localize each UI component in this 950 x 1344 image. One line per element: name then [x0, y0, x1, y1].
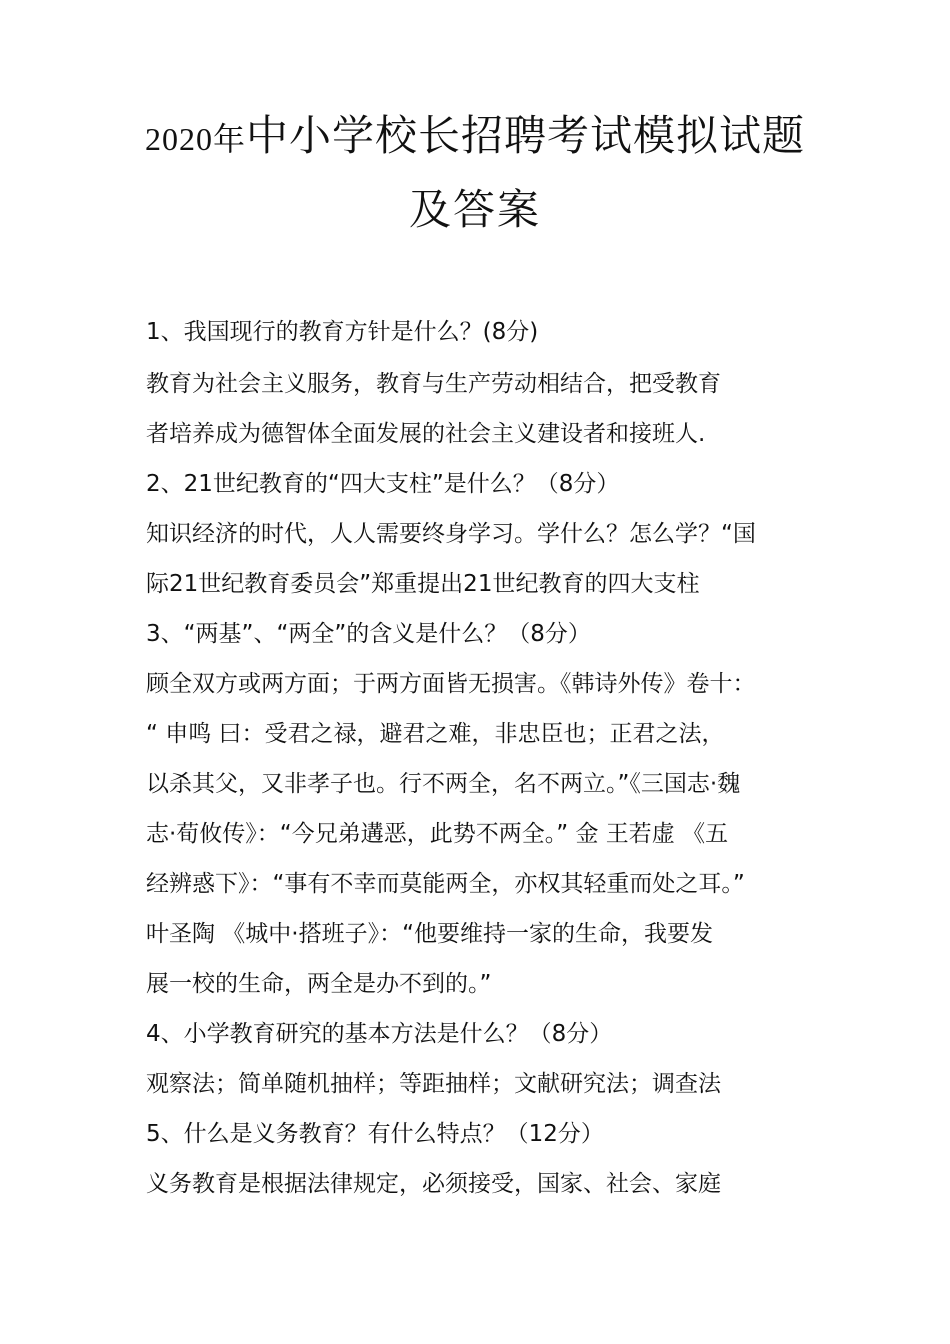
question-4: 4、小学教育研究的基本方法是什么？（8分） [146, 1021, 613, 1047]
title-main: 中小学校长招聘考试模拟试题 [246, 111, 806, 160]
answer-3-line-1: 顾全双方或两方面；于两方面皆无损害。《韩诗外传》卷十： [146, 671, 756, 697]
answer-1-line-2: 者培养成为德智体全面发展的社会主义建设者和接班人. [146, 421, 706, 447]
answer-5-line-1: 义务教育是根据法律规定，必须接受，国家、社会、家庭 [146, 1171, 721, 1197]
answer-3-line-2: “ 申鸣 曰：受君之禄，避君之难，非忠臣也；正君之法， [146, 721, 725, 747]
question-5: 5、什么是义务教育？有什么特点？（12分） [146, 1121, 604, 1147]
question-2: 2、21世纪教育的“四大支柱”是什么？（8分） [146, 471, 620, 497]
answer-3-line-3: 以杀其父，又非孝子也。行不两全，名不两立。”《三国志·魏 [146, 771, 741, 797]
answer-2-line-1: 知识经济的时代，人人需要终身学习。学什么？怎么学？“国 [146, 521, 756, 547]
question-3: 3、“两基”、“两全”的含义是什么？（8分） [146, 621, 591, 647]
answer-3-line-5: 经辨惑下》：“事有不幸而莫能两全，亦权其轻重而处之耳。” [146, 871, 745, 897]
answer-4-line-1: 观察法；简单随机抽样；等距抽样；文献研究法；调查法 [146, 1071, 721, 1097]
document-title-line-1 [0, 108, 950, 167]
document-title-line-2: 及答案 [408, 185, 541, 234]
title-year: 2020年 [144, 121, 246, 157]
answer-3-line-4: 志·荀攸传》：“今兄弟遘恶，此势不两全。” 金 王若虚 《五 [146, 821, 729, 847]
answer-2-line-2: 际21世纪教育委员会”郑重提出21世纪教育的四大支柱 [146, 571, 700, 597]
answer-1-line-1: 教育为社会主义服务，教育与生产劳动相结合，把受教育 [146, 371, 721, 397]
answer-3-line-6: 叶圣陶 《城中·搭班子》：“他要维持一家的生命，我要发 [146, 921, 714, 947]
answer-3-line-7: 展一校的生命，两全是办不到的。” [146, 971, 492, 997]
question-1: 1、我国现行的教育方针是什么？(8分) [146, 319, 539, 345]
